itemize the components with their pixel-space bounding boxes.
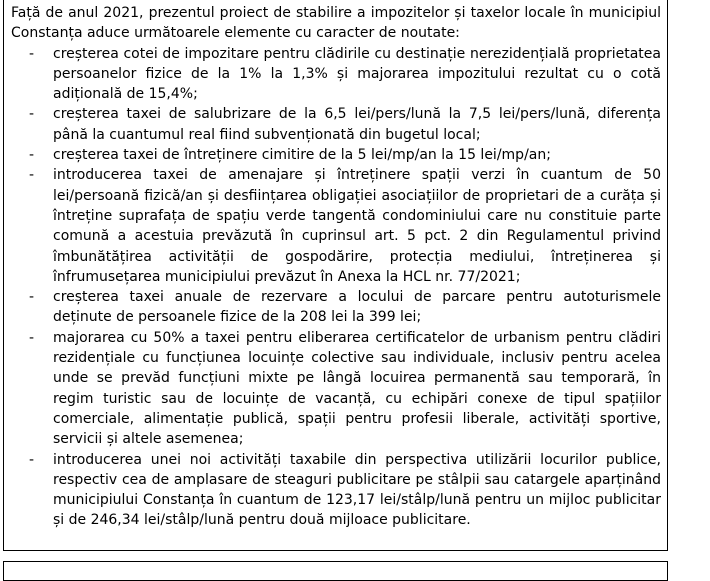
list-item-text: majorarea cu 50% a taxei pentru eliberarea certificatelor de urbanism pentru clădiri rezidențiale cu funcțiunea locuințe colective sau individuale, inclusiv pentru acelea unde se prevăd funcțiuni mixte pe lângă locuirea permanentă sau temporară, în regim turistic sau de locuințe de vacanță, cu echipări conexe de tipul spațiilor comerciale, alimentație publică, spații pentru profesii liberale, activități sportive, servicii și altele asemenea; (53, 329, 661, 448)
list-item (11, 287, 661, 328)
list-item (11, 104, 661, 145)
intro-paragraph: Față de anul 2021, prezentul proiect de stabilire a impozitelor și taxelor locale în municipiul Constanța aduce următoarele elemente cu caracter de noutate: (11, 5, 661, 42)
document-text (11, 3, 661, 531)
list-item-text: creșterea taxei de întreținere cimitire de la 5 lei/mp/an la 15 lei/mp/an; (53, 147, 551, 164)
bullet-dash: - (29, 45, 35, 62)
bullet-dash: - (29, 289, 35, 306)
list-item-text: creșterea cotei de impozitare pentru clădirile cu destinație nerezidențială proprietatea persoanelor fizice de la 1% la 1,3% și majorarea impozitului rezultat cu o cotă adițională de 15,4%; (53, 45, 661, 103)
list-item (11, 44, 661, 105)
bullet-dash: - (29, 167, 35, 184)
list-item (11, 450, 661, 531)
bullet-dash: - (29, 451, 35, 468)
list-item (11, 328, 661, 450)
bullet-dash: - (29, 147, 35, 164)
list-item-text: introducerea taxei de amenajare și întreținere spații verzi în cuantum de 50 lei/persoană fizică/an și desființarea obligației asociațiilor de proprietari de a curăța și întreține suprafața de spațiu verde tangentă condominiului care nu constituie parte comună a acestuia prevăzută în cuprinsul art. 5 pct. 2 din Regulamentul privind îmbunătățirea activității de gospodărire, protecția mediului, întreținerea și înfrumusețarea municipiului prevăzut în Anexa la HCL nr. 77/2021; (53, 167, 661, 285)
list-item-text: introducerea unei noi activități taxabile din perspectiva utilizării locurilor publice, respectiv cea de amplasare de steaguri publicitare pe stâlpii sau catargele aparținând municipiului Constanța în cuantum de 123,17 lei/stâlp/lună pentru un mijloc publicitar și de 246,34 lei/stâlp/lună pentru două mijloace publicitare. (53, 451, 661, 529)
bullet-dash: - (29, 329, 35, 346)
list-item-text: creșterea taxei anuale de rezervare a locului de parcare pentru autoturismele deținute de persoanele fizice de la 208 lei la 399 lei; (53, 289, 661, 326)
list-item (11, 165, 661, 287)
next-section-box (3, 561, 668, 581)
novelty-list (11, 44, 661, 531)
list-item (11, 145, 661, 165)
bullet-dash: - (29, 106, 35, 123)
list-item-text: creșterea taxei de salubrizare de la 6,5 lei/pers/lună la 7,5 lei/pers/lună, diferența până la cuantumul real fiind subvenționată din bugetul local; (53, 106, 661, 143)
